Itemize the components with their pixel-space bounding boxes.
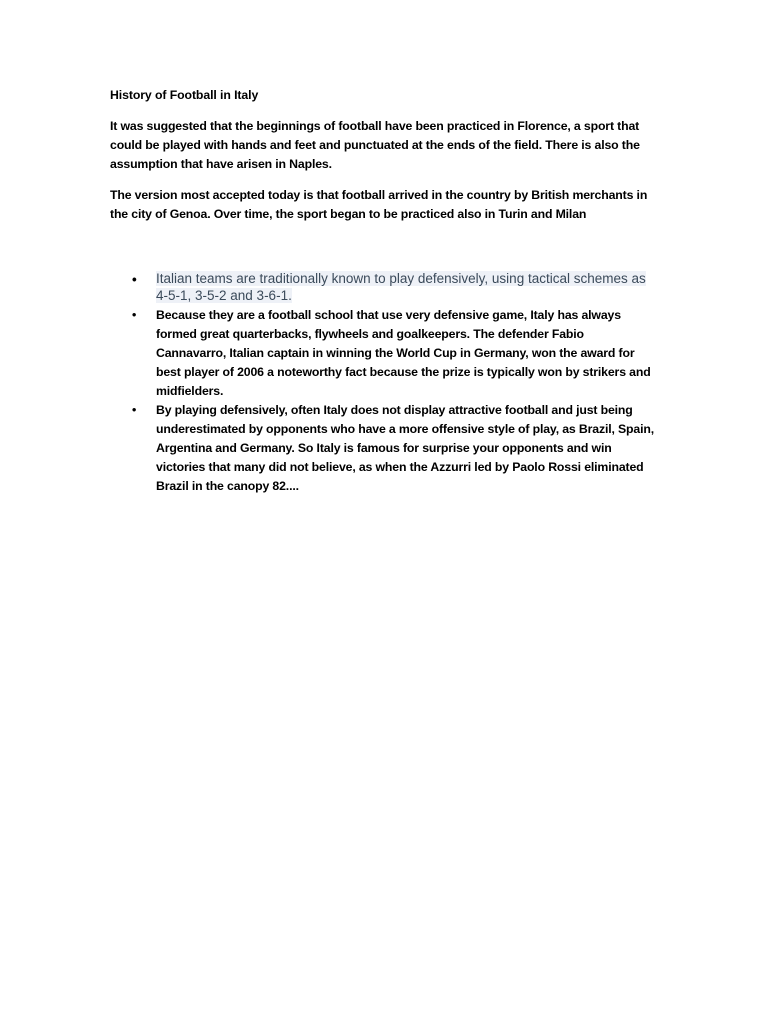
bullet-icon: • — [132, 403, 137, 417]
document-content — [110, 86, 655, 496]
document-title: History of Football in Italy — [110, 88, 259, 102]
blank-line — [110, 236, 655, 270]
list-item-text: Because they are a football school that use very defensive game, Italy has always formed great quarterbacks, flywheels and goalkeepers. The defender Fabio Cannavarro, Italian captain in winning the World Cup in Germany, won the award for best player of 2006 a noteworthy fact because the prize is typically won by strikers and midfielders. — [156, 308, 651, 398]
paragraph-genoa: The version most accepted today is that football arrived in the country by British merchants in the city of Genoa. Over time, the sport began to be practiced also in Turin and Milan — [110, 188, 648, 221]
bullet-icon: • — [132, 308, 137, 322]
list-item — [110, 306, 655, 401]
bullet-icon: • — [132, 272, 137, 287]
list-item-text: Italian teams are traditionally known to play defensively, using tactical schemes as 4-5-1, 3-5-2 and 3-6-1. — [156, 271, 646, 303]
bullet-list — [110, 270, 655, 496]
paragraph-origins: It was suggested that the beginnings of football have been practiced in Florence, a sport that could be played with hands and feet and punctuated at the ends of the field. There is also the assumption that have arisen in Naples. — [110, 119, 640, 171]
list-item — [110, 270, 655, 304]
list-item — [110, 401, 655, 496]
list-item-text: By playing defensively, often Italy does not display attractive football and just being underestimated by opponents who have a more offensive style of play, as Brazil, Spain, Argentina and Germany. So Italy is famous for surprise your opponents and win victories that many did not believe, as when the Azzurri led by Paolo Rossi eliminated Brazil in the canopy 82.... — [156, 403, 655, 493]
